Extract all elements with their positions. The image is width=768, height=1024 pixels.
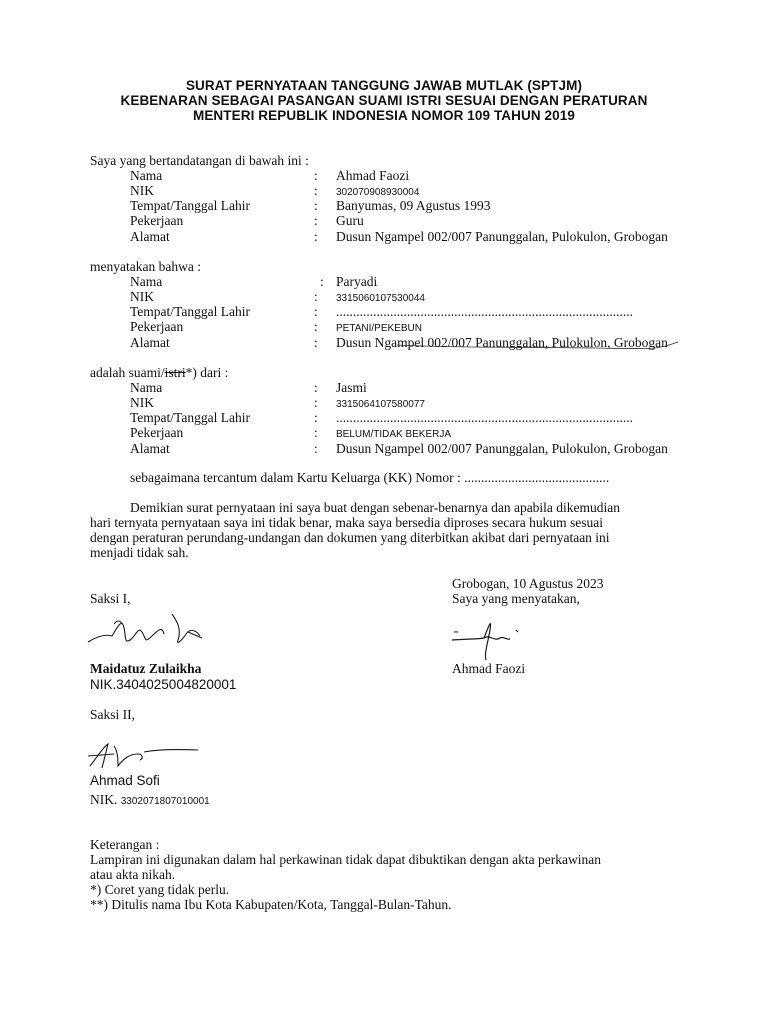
statement-line-1: Demikian surat pernyataan ini saya buat dengan sebenar-benarnya dan apabila dikemudian — [130, 500, 621, 515]
witness1-label: Saksi I, — [90, 591, 131, 606]
stray-pen-mark — [395, 336, 680, 350]
section2-intro: menyatakan bahwa : — [90, 259, 201, 274]
label-ttl: Tempat/Tanggal Lahir — [130, 198, 250, 213]
colon: : — [314, 229, 318, 244]
notes-heading: Keterangan : — [90, 837, 160, 852]
declarant-name: Ahmad Faozi — [452, 661, 526, 676]
colon: : — [314, 441, 318, 456]
notes-line-2: atau akta nikah. — [90, 867, 176, 882]
witness2-label: Saksi II, — [90, 707, 135, 722]
statement-line-4: menjadi tidak sah. — [90, 545, 189, 560]
colon: : — [314, 168, 318, 183]
title-line-2: KEBENARAN SEBAGAI PASANGAN SUAMI ISTRI SESUAI DENGAN PERATURAN — [120, 93, 648, 108]
statement-line-2: hari ternyata pernyataan saya ini tidak benar, maka saya bersedia diproses secara hukum sesuai — [90, 515, 603, 530]
colon: : — [314, 213, 318, 228]
notes-line-3: *) Coret yang tidak perlu. — [90, 882, 230, 897]
section2-ttl: ........................................................................................ — [336, 304, 633, 319]
section1-nik: 302070908930004 — [336, 187, 420, 198]
colon: : — [320, 274, 324, 289]
statement-line-3: dengan peraturan perundang-undangan dan dokumen yang diterbitkan akibat dari pernyataan ini — [90, 530, 610, 545]
declarant-signature — [448, 606, 528, 664]
colon: : — [314, 395, 318, 410]
witness2-name: Ahmad Sofi — [90, 773, 160, 788]
witness2-signature — [84, 738, 204, 772]
section3-intro-a: adalah suami/ — [90, 365, 165, 380]
label-nama: Nama — [130, 274, 163, 289]
section1-nama: Ahmad Faozi — [336, 168, 410, 183]
declarant-label: Saya yang menyatakan, — [452, 591, 580, 606]
colon: : — [314, 289, 318, 304]
colon: : — [314, 380, 318, 395]
colon: : — [314, 198, 318, 213]
label-nik: NIK — [130, 183, 154, 198]
label-alamat: Alamat — [130, 335, 170, 350]
section2-alamat: Dusun Ngampel 002/007 Panunggalan, Pulokulon, Grobogan — [336, 335, 668, 350]
notes-line-1: Lampiran ini digunakan dalam hal perkawinan tidak dapat dibuktikan dengan akta perkawinan — [90, 852, 601, 867]
place-date: Grobogan, 10 Agustus 2023 — [452, 576, 604, 591]
colon: : — [314, 183, 318, 198]
notes-line-4: **) Ditulis nama Ibu Kota Kabupaten/Kota, Tanggal-Bulan-Tahun. — [90, 897, 452, 912]
label-alamat: Alamat — [130, 229, 170, 244]
witness2-nik-prefix: NIK. — [90, 792, 118, 807]
colon: : — [314, 304, 318, 319]
witness1-name: Maidatuz Zulaikha — [90, 661, 202, 676]
colon: : — [314, 335, 318, 350]
label-alamat: Alamat — [130, 441, 170, 456]
title-line-1: SURAT PERNYATAAN TANGGUNG JAWAB MUTLAK (SPTJM) — [185, 78, 583, 93]
kk-number-line: sebagaimana tercantum dalam Kartu Keluarga (KK) Nomor : ........................................... — [130, 470, 610, 485]
section3-pekerjaan: BELUM/TIDAK BEKERJA — [336, 429, 452, 440]
section3-alamat: Dusun Ngampel 002/007 Panunggalan, Pulokulon, Grobogan — [336, 441, 668, 456]
colon: : — [314, 410, 318, 425]
colon: : — [314, 425, 318, 440]
label-nik: NIK — [130, 395, 154, 410]
section1-intro: Saya yang bertandatangan di bawah ini : — [90, 153, 309, 168]
label-ttl: Tempat/Tanggal Lahir — [130, 410, 250, 425]
section1-ttl: Banyumas, 09 Agustus 1993 — [336, 198, 491, 213]
section3-nama: Jasmi — [336, 380, 367, 395]
section2-nama: Paryadi — [336, 274, 378, 289]
label-pekerjaan: Pekerjaan — [130, 213, 184, 228]
label-ttl: Tempat/Tanggal Lahir — [130, 304, 250, 319]
section3-intro — [90, 365, 228, 380]
colon: : — [314, 319, 318, 334]
label-pekerjaan: Pekerjaan — [130, 425, 184, 440]
section1-alamat: Dusun Ngampel 002/007 Panunggalan, Pulokulon, Grobogan — [336, 229, 668, 244]
section3-nik: 3315064107580077 — [336, 399, 425, 410]
section2-pekerjaan: PETANI/PEKEBUN — [336, 323, 422, 334]
label-nama: Nama — [130, 168, 163, 183]
witness1-signature — [84, 606, 214, 664]
section3-intro-b: *) dari : — [185, 365, 229, 380]
title-line-3: MENTERI REPUBLIK INDONESIA NOMOR 109 TAHUN 2019 — [192, 108, 575, 123]
section2-nik: 3315060107530044 — [336, 293, 425, 304]
section1-pekerjaan: Guru — [336, 213, 364, 228]
label-pekerjaan: Pekerjaan — [130, 319, 184, 334]
document-title — [0, 78, 768, 123]
label-nama: Nama — [130, 380, 163, 395]
section3-ttl: ........................................................................................ — [336, 410, 633, 425]
label-nik: NIK — [130, 289, 154, 304]
witness1-nik: NIK.3404025004820001 — [90, 677, 237, 692]
witness2-nik-line — [90, 792, 210, 809]
section3-intro-strike: istri — [164, 365, 186, 380]
witness2-nik: 3302071807010001 — [120, 796, 210, 807]
